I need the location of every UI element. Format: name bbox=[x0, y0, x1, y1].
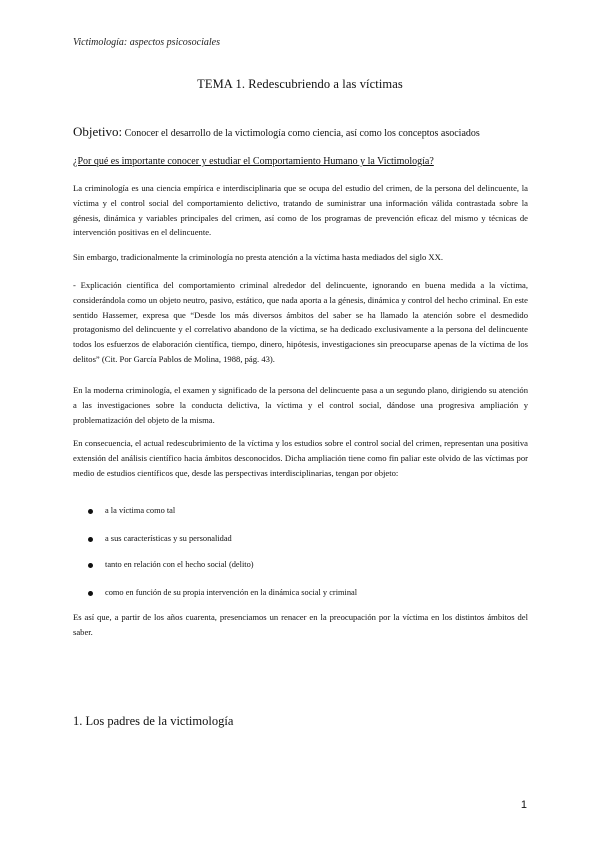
page-title: TEMA 1. Redescubriendo a las víctimas bbox=[197, 77, 403, 91]
objective-text: Conocer el desarrollo de la victimología como ciencia, así como los conceptos asociados bbox=[122, 128, 480, 139]
paragraph: En la moderna criminología, el examen y significado de la persona del delincuente pasa a un segundo plano, dirigiendo su atención a las investigaciones sobre la conducta delictiva, la víctima y el control social, dándose una progresiva ampliación y problematización del objeto de la misma. bbox=[73, 385, 528, 425]
paragraph: Sin embargo, tradicionalmente la criminología no presta atención a la víctima hasta mediados del siglo XX. bbox=[73, 252, 443, 262]
bullet-icon bbox=[88, 591, 93, 596]
section-heading: 1. Los padres de la victimología bbox=[73, 714, 234, 728]
bullet-icon bbox=[88, 509, 93, 514]
guiding-question: ¿Por qué es importante conocer y estudiar el Comportamiento Humano y la Victimología? bbox=[73, 156, 434, 167]
list-item-text: como en función de su propia intervención en la dinámica social y criminal bbox=[105, 588, 358, 597]
paragraph: La criminología es una ciencia empírica e interdisciplinaria que se ocupa del estudio del crimen, de la persona del delincuente, la víctima y el control social del comportamiento delictivo, tratando de suministrar una información válida contrastada sobre la génesis, dinámica y variables principales del crimen, así como de los programas de prevención eficaz del mismo y técnicas de intervención positivas en el delincuente. bbox=[73, 183, 528, 238]
running-header: Victimología: aspectos psicosociales bbox=[73, 37, 221, 48]
paragraph: - Explicación científica del comportamiento criminal alrededor del delincuente, ignorando en buena medida a la víctima, considerándola como un objeto neutro, pasivo, estático, que nada aporta a la génesis, dinámica y control del hecho criminal. En este sentido Hassemer, expresa que “Desde los más diversos ámbitos del saber se ha llamado la atención sobre el desmedido protagonismo del delincuente y el correlativo abandono de la víctima, se ha dedicado exclusivamente a la persona del delincuente todos los esfuerzos de elaboración científica, tiempo, dinero, hipótesis, investigaciones sin preocuparse apenas de la víctima de los delitos” (Cit. Por García Pablos de Molina, 1988, pág. 43). bbox=[73, 280, 528, 364]
paragraph: Es así que, a partir de los años cuarenta, presenciamos un renacer en la preocupación por la víctima en los distintos ámbitos del saber. bbox=[73, 612, 528, 637]
bullet-icon bbox=[88, 537, 93, 542]
paragraph: En consecuencia, el actual redescubrimiento de la víctima y los estudios sobre el control social del crimen, representan una positiva extensión del análisis científico hacia ámbitos desconocidos. Dicha ampliación tiene como fin paliar este olvido de las víctimas por medio de estudios científicos que, desde las perspectivas interdisciplinarias, tengan por objeto: bbox=[73, 438, 528, 478]
bullet-icon bbox=[88, 563, 93, 568]
page-number: 1 bbox=[520, 799, 527, 811]
list-item-text: tanto en relación con el hecho social (delito) bbox=[105, 560, 254, 569]
objective-label: Objetivo: bbox=[73, 124, 123, 139]
objective-line bbox=[73, 124, 533, 140]
list-item-text: a sus características y su personalidad bbox=[105, 534, 232, 543]
list-item-text: a la víctima como tal bbox=[105, 506, 176, 515]
